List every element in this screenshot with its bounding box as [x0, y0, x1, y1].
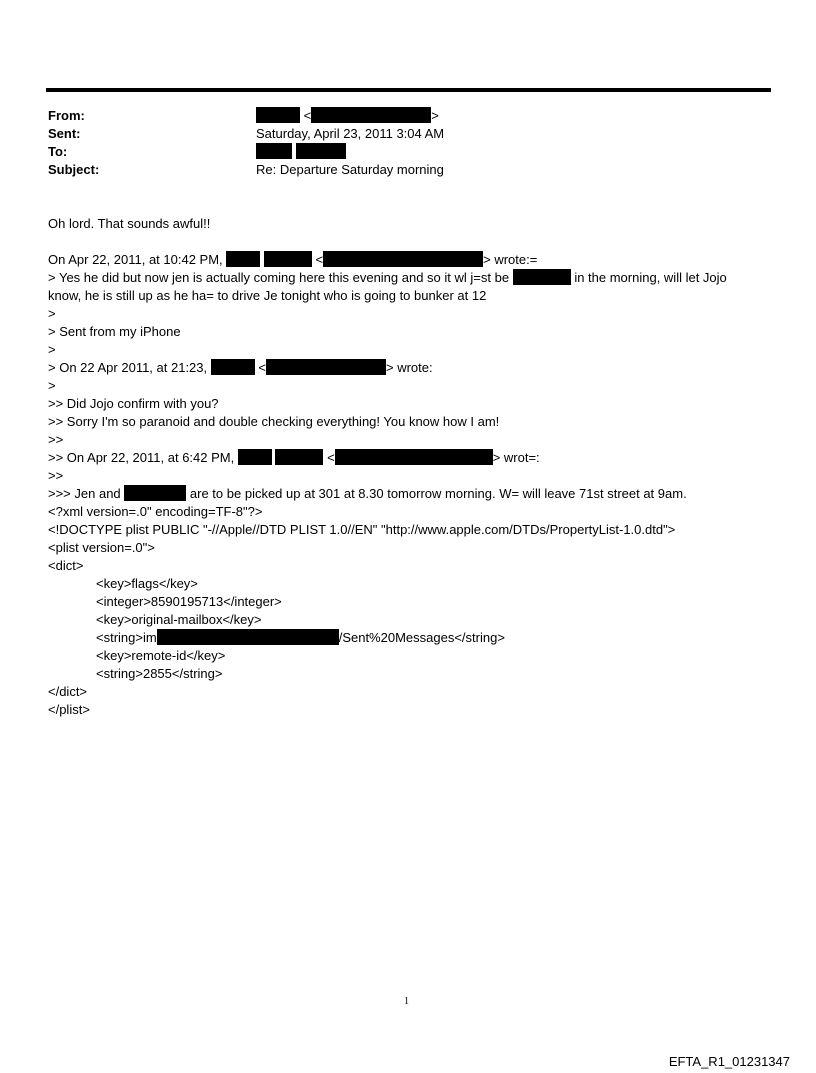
xml-string-mailbox: <string>im /Sent%20Messages</string>: [96, 630, 505, 645]
redaction-box: [335, 449, 493, 465]
sent-from-line: > Sent from my iPhone: [48, 324, 181, 339]
quote-marker: >: [48, 378, 56, 393]
quote-line-jen: >>> Jen and are to be picked up at 301 at 8.30 tomorrow morning. W= will leave 71st street at 9am.: [48, 486, 687, 501]
quote-attribution-1: On Apr 22, 2011, at 10:42 PM, < > wrote:=: [48, 252, 538, 267]
redaction-box: [124, 485, 186, 501]
redaction-box: [513, 269, 571, 285]
redaction-box: [226, 251, 260, 267]
quote-line-2: know, he is still up as he ha= to drive Je tonight who is going to bunker at 12: [48, 288, 487, 303]
subject-label: Subject:: [48, 162, 100, 177]
xml-doctype: <!DOCTYPE plist PUBLIC "-//Apple//DTD PLIST 1.0//EN" "http://www.apple.com/DTDs/PropertyList-1.0.dtd">: [48, 522, 676, 537]
quote-marker: >: [48, 306, 56, 321]
opening-line: Oh lord. That sounds awful!!: [48, 216, 211, 231]
header-rule: [46, 88, 771, 92]
sent-label: Sent:: [48, 126, 81, 141]
redaction-box: [296, 143, 346, 159]
redaction-box: [238, 449, 272, 465]
xml-key-mailbox: <key>original-mailbox</key>: [96, 612, 262, 627]
document-id: EFTA_R1_01231347: [668, 1054, 790, 1069]
redaction-box: [157, 629, 339, 645]
quote-marker: >>: [48, 432, 64, 447]
redaction-box: [323, 251, 483, 267]
quote-marker: >>: [48, 468, 64, 483]
quote-line-1: > Yes he did but now jen is actually coming here this evening and so it wl j=st be in the morning, will let Jojo: [48, 270, 727, 285]
to-value: [256, 143, 346, 161]
redaction-box: [256, 143, 292, 159]
xml-declaration: <?xml version=.0" encoding=TF-8"?>: [48, 504, 263, 519]
quote-line-jojo: >> Did Jojo confirm with you?: [48, 396, 219, 411]
quote-attribution-3: >> On Apr 22, 2011, at 6:42 PM, < > wrot=:: [48, 450, 540, 465]
from-value: < >: [256, 107, 439, 125]
quote-line-sorry: >> Sorry I'm so paranoid and double checking everything! You know how I am!: [48, 414, 500, 429]
to-label: To:: [48, 144, 68, 159]
subject-value: Re: Departure Saturday morning: [256, 162, 444, 177]
redaction-box: [256, 107, 300, 123]
xml-integer: <integer>8590195713</integer>: [96, 594, 282, 609]
xml-key-flags: <key>flags</key>: [96, 576, 198, 591]
redaction-box: [264, 251, 312, 267]
redaction-box: [275, 449, 323, 465]
xml-key-remote-id: <key>remote-id</key>: [96, 648, 226, 663]
page-number: 1: [404, 996, 409, 1007]
xml-plist-close: </plist>: [48, 702, 90, 717]
redaction-box: [211, 359, 255, 375]
xml-dict-close: </dict>: [48, 684, 88, 699]
quote-attribution-2: > On 22 Apr 2011, at 21:23, < > wrote:: [48, 360, 433, 375]
from-label: From:: [48, 108, 85, 123]
xml-string-remote-id: <string>2855</string>: [96, 666, 223, 681]
quote-marker: >: [48, 342, 56, 357]
redaction-box: [311, 107, 431, 123]
xml-plist-open: <plist version=.0">: [48, 540, 155, 555]
sent-value: Saturday, April 23, 2011 3:04 AM: [256, 126, 445, 141]
xml-dict-open: <dict>: [48, 558, 84, 573]
redaction-box: [266, 359, 386, 375]
